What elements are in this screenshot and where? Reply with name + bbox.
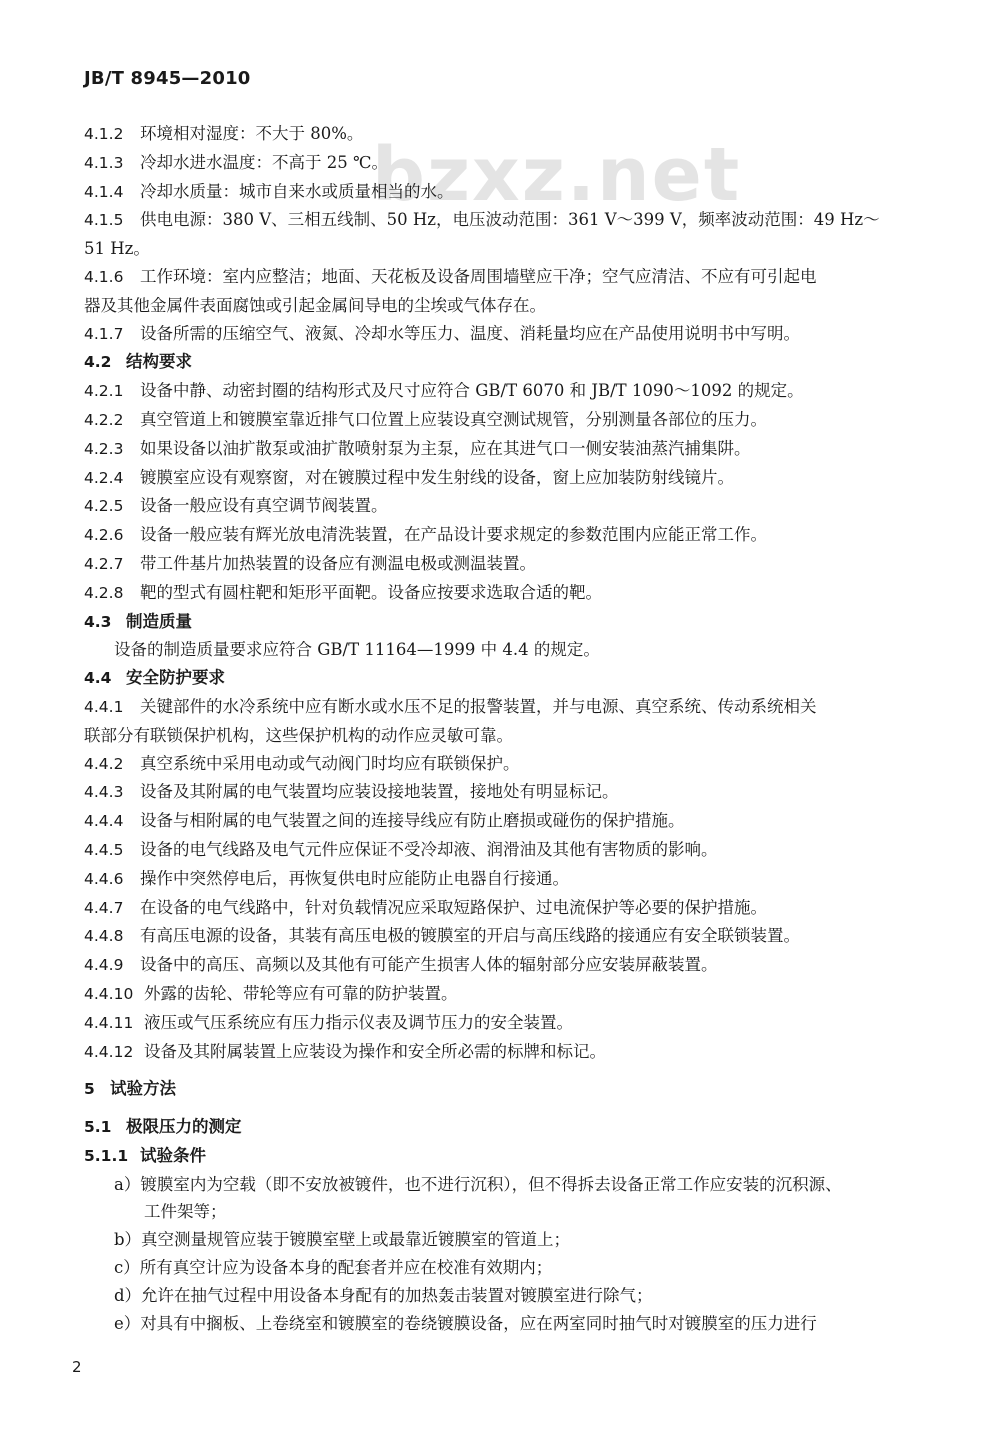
clause-4-4-10: 4.4.10 外露的齿轮、带轮等应有可靠的防护装置。: [84, 983, 458, 1003]
watermark: bzxz.net: [372, 132, 742, 218]
clause-4-4-6: 4.4.6 操作中突然停电后，再恢复供电时应能防止电器自行接通。: [84, 868, 569, 888]
clause-4-4-11: 4.4.11 液压或气压系统应有压力指示仪表及调节压力的安全装置。: [84, 1012, 573, 1032]
clause-4-2-4: 4.2.4 镀膜室应设有观察窗，对在镀膜过程中发生射线的设备，窗上应加装防射线镜片。: [84, 467, 734, 487]
clause-4-4-9: 4.4.9 设备中的高压、高频以及其他有可能产生损害人体的辐射部分应安装屏蔽装置。: [84, 955, 718, 975]
clause-4-1-2: 4.1.2 环境相对湿度：不大于 80%。: [84, 124, 364, 143]
document-body: [84, 120, 924, 1337]
clause-4-2-6: 4.2.6 设备一般应装有辉光放电清洗装置，在产品设计要求规定的参数范围内应能正常工作。: [84, 525, 767, 545]
clause-4-1-5: 4.1.5 供电电源：380 V、三相五线制、50 Hz，电压波动范围：361 V～399 V，频率波动范围：49 Hz～ 51 Hz。: [84, 210, 880, 259]
clause-4-4-5: 4.4.5 设备的电气线路及电气元件应保证不受冷却液、润滑油及其他有害物质的影响。: [84, 839, 718, 859]
chapter-heading-5: 5 试验方法: [84, 1079, 176, 1099]
clause-4-4-2: 4.4.2 真空系统中采用电动或气动阀门时均应有联锁保护。: [84, 753, 520, 773]
clause-4-4-4: 4.4.4 设备与相附属的电气装置之间的连接导线应有防止磨损或碰伤的保护措施。: [84, 811, 685, 831]
clause-4-1-7: 4.1.7 设备所需的压缩空气、液氮、冷却水等压力、温度、消耗量均应在产品使用说明书中写明。: [84, 323, 800, 343]
clause-4-4-12: 4.4.12 设备及其附属装置上应装设为操作和安全所必需的标牌和标记。: [84, 1041, 606, 1061]
clause-4-2-1: 4.2.1 设备中静、动密封圈的结构形式及尺寸应符合 GB/T 6070 和 JB/T 1090～1092 的规定。: [84, 381, 804, 401]
list-item-b: b）真空测量规管应装于镀膜室壁上或最靠近镀膜室的管道上；: [114, 1230, 571, 1250]
clause-4-4-3: 4.4.3 设备及其附属的电气装置均应装设接地装置，接地处有明显标记。: [84, 782, 619, 802]
clause-4-4-1: 4.4.1 关键部件的水冷系统中应有断水或水压不足的报警装置，并与电源、真空系统、传动系统相关 联部分有联锁保护机构，这些保护机构的动作应灵敏可靠。: [84, 696, 817, 745]
section-heading-4-2: 4.2 结构要求: [84, 352, 192, 372]
clause-4-4-7: 4.4.7 在设备的电气线路中，针对负载情况应采取短路保护、过电流保护等必要的保护措施。: [84, 897, 767, 917]
section-heading-5-1-1: 5.1.1 试验条件: [84, 1145, 206, 1165]
paragraph-4-3: 设备的制造质量要求应符合 GB/T 11164—1999 中 4.4 的规定。: [114, 640, 600, 660]
clause-4-2-7: 4.2.7 带工件基片加热装置的设备应有测温电极或测温装置。: [84, 553, 536, 573]
section-heading-5-1: 5.1 极限压力的测定: [84, 1117, 242, 1137]
list-item-a: a）镀膜室内为空载（即不安放被镀件，也不进行沉积），但不得拆去设备正常工作应安装的沉积源、 工件架等；: [114, 1174, 842, 1222]
test-conditions-list: [84, 1171, 924, 1338]
clause-4-2-3: 4.2.3 如果设备以油扩散泵或油扩散喷射泵为主泵，应在其进气口一侧安装油蒸汽捕集阱。: [84, 438, 751, 458]
page-number: 2: [72, 1358, 82, 1376]
list-item-d: d）允许在抽气过程中用设备本身配有的加热轰击装置对镀膜室进行除气；: [114, 1285, 653, 1305]
clause-4-1-6: 4.1.6 工作环境：室内应整洁；地面、天花板及设备周围墙壁应干净；空气应清洁、不应有可引起电 器及其他金属件表面腐蚀或引起金属间导电的尘埃或气体存在。: [84, 266, 817, 315]
standard-number-header: JB/T 8945—2010: [84, 68, 251, 89]
section-heading-4-4: 4.4 安全防护要求: [84, 668, 225, 688]
clause-4-2-8: 4.2.8 靶的型式有圆柱靶和矩形平面靶。设备应按要求选取合适的靶。: [84, 582, 602, 602]
clause-4-1-4: 4.1.4 冷却水质量：城市自来水或质量相当的水。: [84, 181, 454, 201]
list-item-e: e）对具有中搁板、上卷绕室和镀膜室的卷绕镀膜设备，应在两室同时抽气时对镀膜室的压力进行: [114, 1313, 817, 1333]
list-item-c: c）所有真空计应为设备本身的配套者并应在校准有效期内；: [114, 1258, 553, 1278]
clause-4-2-2: 4.2.2 真空管道上和镀膜室靠近排气口位置上应装设真空测试规管，分别测量各部位的压力。: [84, 409, 767, 429]
section-heading-4-3: 4.3 制造质量: [84, 611, 192, 631]
clause-4-2-5: 4.2.5 设备一般应设有真空调节阀装置。: [84, 496, 388, 516]
clause-4-1-3: 4.1.3 冷却水进水温度：不高于 25 ℃。: [84, 152, 388, 172]
clause-4-4-8: 4.4.8 有高压电源的设备，其装有高压电极的镀膜室的开启与高压线路的接通应有安全联锁装置。: [84, 926, 800, 946]
